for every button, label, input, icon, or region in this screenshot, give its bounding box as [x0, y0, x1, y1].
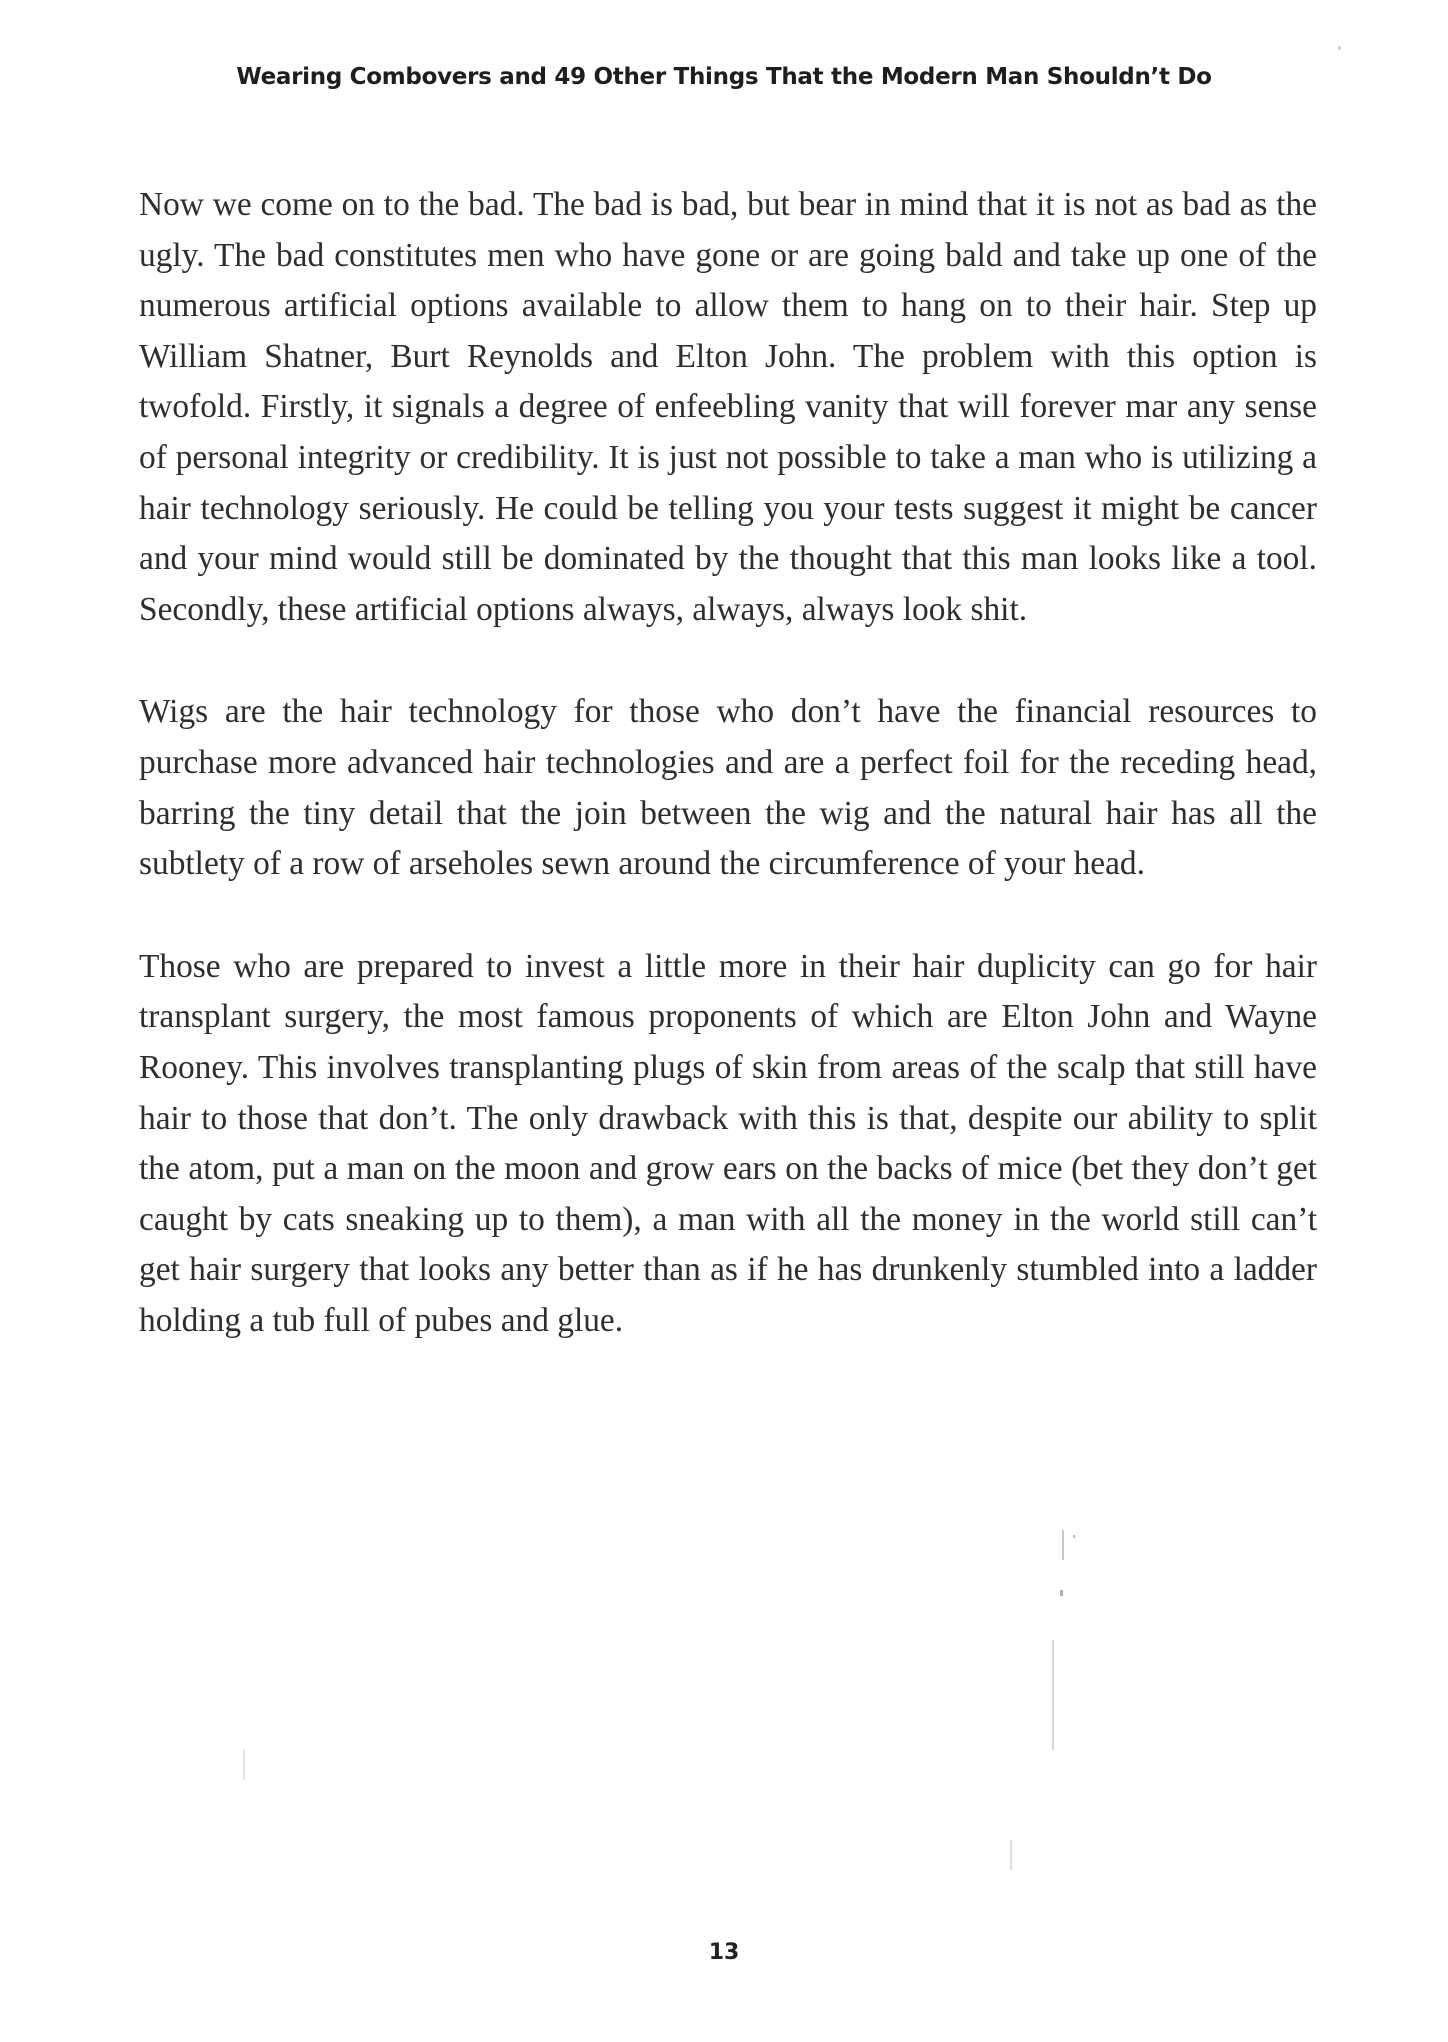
- body-text: [139, 180, 1317, 1398]
- scan-mark: [1060, 1590, 1063, 1596]
- running-head: Wearing Combovers and 49 Other Things That the Modern Man Shouldn’t Do: [236, 64, 1212, 90]
- scan-mark: [1052, 1640, 1054, 1750]
- scan-mark: [243, 1750, 245, 1780]
- scan-mark: [1338, 46, 1341, 50]
- page-number: 13: [708, 1940, 740, 1965]
- scan-mark: [1062, 1530, 1064, 1560]
- paragraph-3: Those who are prepared to invest a little more in their hair duplicity can go for hair transplant surgery, the most famous proponents of which are Elton John and Wayne Rooney. This involves transplanting plugs of skin from areas of the scalp that still have hair to those that don’t. The only drawback with this is that, despite our ability to split the atom, put a man on the moon and grow ears on the backs of mice (bet they don’t get caught by cats sneaking up to them), a man with all the money in the world still can’t get hair surgery that looks any better than as if he has drunkenly stumbled into a ladder holding a tub full of pubes and glue.: [139, 947, 1317, 1339]
- paragraph-1: Now we come on to the bad. The bad is bad, but bear in mind that it is not as bad as the ugly. The bad constitutes men who have gone or are going bald and take up one of the numerous artificial options available to allow them to hang on to their hair. Step up William Shatner, Burt Reynolds and Elton John. The problem with this option is twofold. Firstly, it signals a degree of enfeebling vanity that will forever mar any sense of personal integrity or credibility. It is just not possible to take a man who is utilizing a hair technology seriously. He could be telling you your tests suggest it might be cancer and your mind would still be dominated by the thought that this man looks like a tool. Secondly, these artificial options always, always, always look shit.: [139, 186, 1317, 628]
- scan-mark: [1073, 1535, 1075, 1538]
- scan-mark: [1010, 1840, 1012, 1870]
- paragraph-2: Wigs are the hair technology for those who don’t have the financial resources to purchase more advanced hair technologies and are a perfect foil for the receding head, barring the tiny detail that the join between the wig and the natural hair has all the subtlety of a row of arseholes sewn around the circumference of your head.: [139, 693, 1317, 883]
